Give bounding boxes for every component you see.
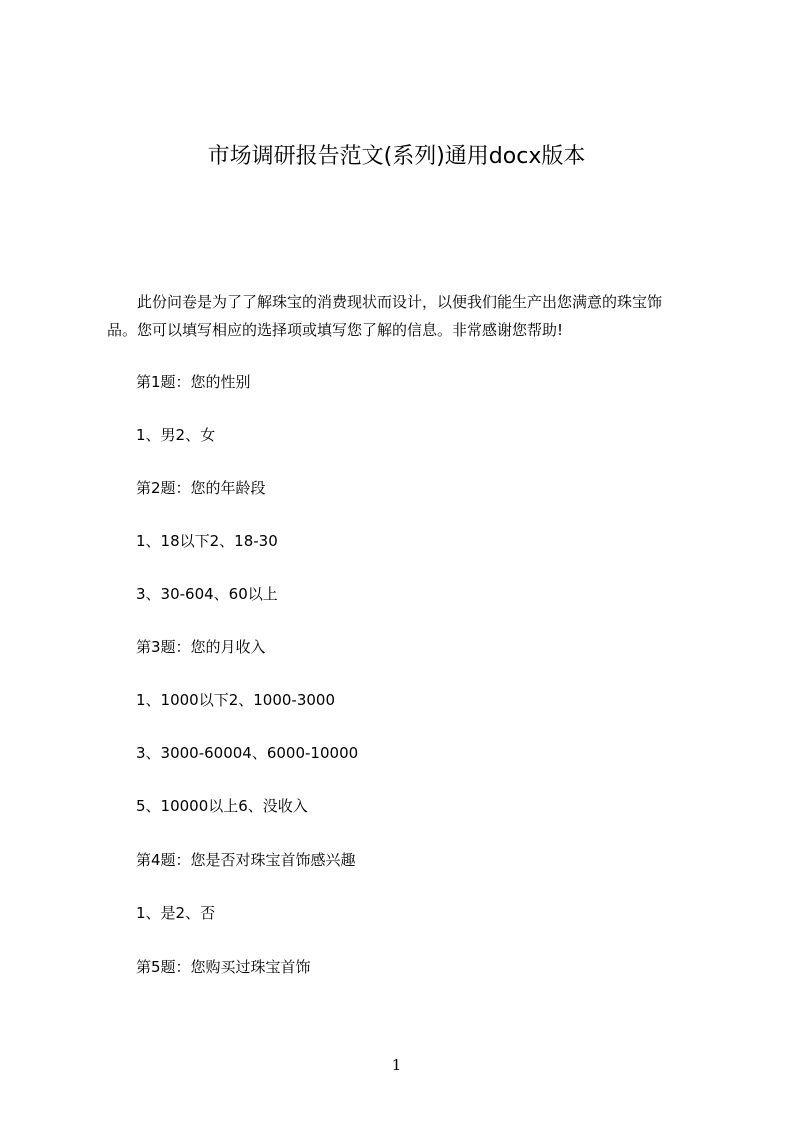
document-title: 市场调研报告范文(系列)通用docx版本 [207,144,586,169]
question-5: 第5题：您购买过珠宝首饰 [136,958,311,976]
question-1-options: 1、男2、女 [136,426,216,444]
question-1: 第1题：您的性别 [136,373,251,391]
question-2-options-a: 1、18以下2、18-30 [136,532,278,550]
question-4: 第4题：您是否对珠宝首饰感兴趣 [136,851,356,869]
page-number: 1 [391,1056,402,1074]
question-2: 第2题：您的年龄段 [136,479,266,497]
question-2-options-b: 3、30-604、60以上 [136,585,278,603]
intro-paragraph: 此份问卷是为了了解珠宝的消费现状而设计，以便我们能生产出您满意的珠宝饰品。您可以填写相应的选择项或填写您了解的信息。非常感谢您帮助! [107,293,663,339]
question-4-options: 1、是2、否 [136,904,216,922]
question-3-options-c: 5、10000以上6、没收入 [136,797,308,815]
question-3: 第3题：您的月收入 [136,638,266,656]
question-3-options-b: 3、3000-60004、6000-10000 [136,744,359,762]
question-3-options-a: 1、1000以下2、1000-3000 [136,691,336,709]
